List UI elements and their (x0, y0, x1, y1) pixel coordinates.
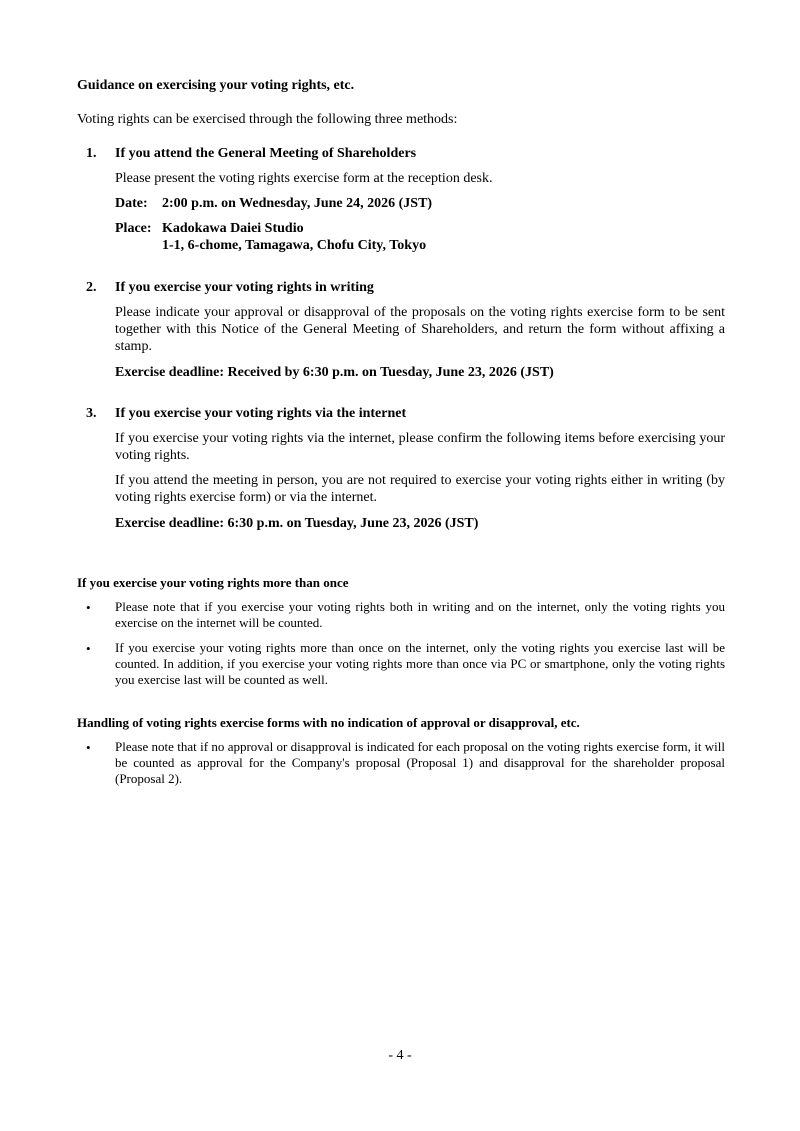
more-than-once-bullet-1: Please note that if you exercise your voting rights both in writing and on the internet, only the voting rights you exercise on the internet will be counted. (115, 599, 725, 630)
place-line-1: Kadokawa Daiei Studio (162, 221, 304, 236)
intro-text: Voting rights can be exercised through the following three methods: (77, 112, 458, 127)
page-title: Guidance on exercising your voting rights, etc. (77, 78, 355, 93)
method-3-deadline: Exercise deadline: 6:30 p.m. on Tuesday, June 23, 2026 (JST) (115, 516, 479, 531)
method-2-number: 2. (86, 280, 97, 295)
bullet-icon: • (86, 641, 91, 656)
place-line-2: 1-1, 6-chome, Tamagawa, Chofu City, Tokyo (162, 238, 427, 253)
place-label: Place: (115, 221, 152, 236)
more-than-once-bullet-2: If you exercise your voting rights more than once on the internet, only the voting rights you exercise last will be counted. In addition, if you exercise your voting rights more than once via PC or smartphone, only the voting rights you exercise last will be counted as well. (115, 640, 725, 687)
bullet-icon: • (86, 600, 91, 615)
method-2-deadline: Exercise deadline: Received by 6:30 p.m. on Tuesday, June 23, 2026 (JST) (115, 365, 554, 380)
no-indication-heading: Handling of voting rights exercise forms with no indication of approval or disapproval, etc. (77, 715, 580, 730)
method-3-title: If you exercise your voting rights via the internet (115, 406, 407, 421)
date-value: 2:00 p.m. on Wednesday, June 24, 2026 (JST) (162, 196, 433, 211)
method-2-body: Please indicate your approval or disapproval of the proposals on the voting rights exercise form to be sent together with this Notice of the General Meeting of Shareholders, and return the form without affixing a stamp. (115, 305, 725, 354)
date-label: Date: (115, 196, 148, 211)
method-1-title: If you attend the General Meeting of Shareholders (115, 146, 417, 161)
method-3-body-1: If you exercise your voting rights via the internet, please confirm the following items before exercising your voting rights. (115, 431, 725, 463)
document-page (77, 0, 725, 1131)
method-1-body: Please present the voting rights exercise form at the reception desk. (115, 171, 493, 186)
method-3-number: 3. (86, 406, 97, 421)
meeting-date (115, 195, 725, 212)
method-2-title: If you exercise your voting rights in writing (115, 280, 374, 295)
meeting-place (115, 220, 725, 237)
bullet-icon: • (86, 740, 91, 755)
no-indication-bullet-1: Please note that if no approval or disapproval is indicated for each proposal on the voting rights exercise form, it will be counted as approval for the Company's proposal (Proposal 1) and disapproval for the shareholder proposal (Proposal 2). (115, 739, 725, 786)
more-than-once-heading: If you exercise your voting rights more than once (77, 575, 349, 590)
page-number: - 4 - (388, 1048, 412, 1063)
method-3-body-2: If you attend the meeting in person, you are not required to exercise your voting rights either in writing (by voting rights exercise form) or via the internet. (115, 473, 725, 505)
method-1-number: 1. (86, 146, 97, 161)
